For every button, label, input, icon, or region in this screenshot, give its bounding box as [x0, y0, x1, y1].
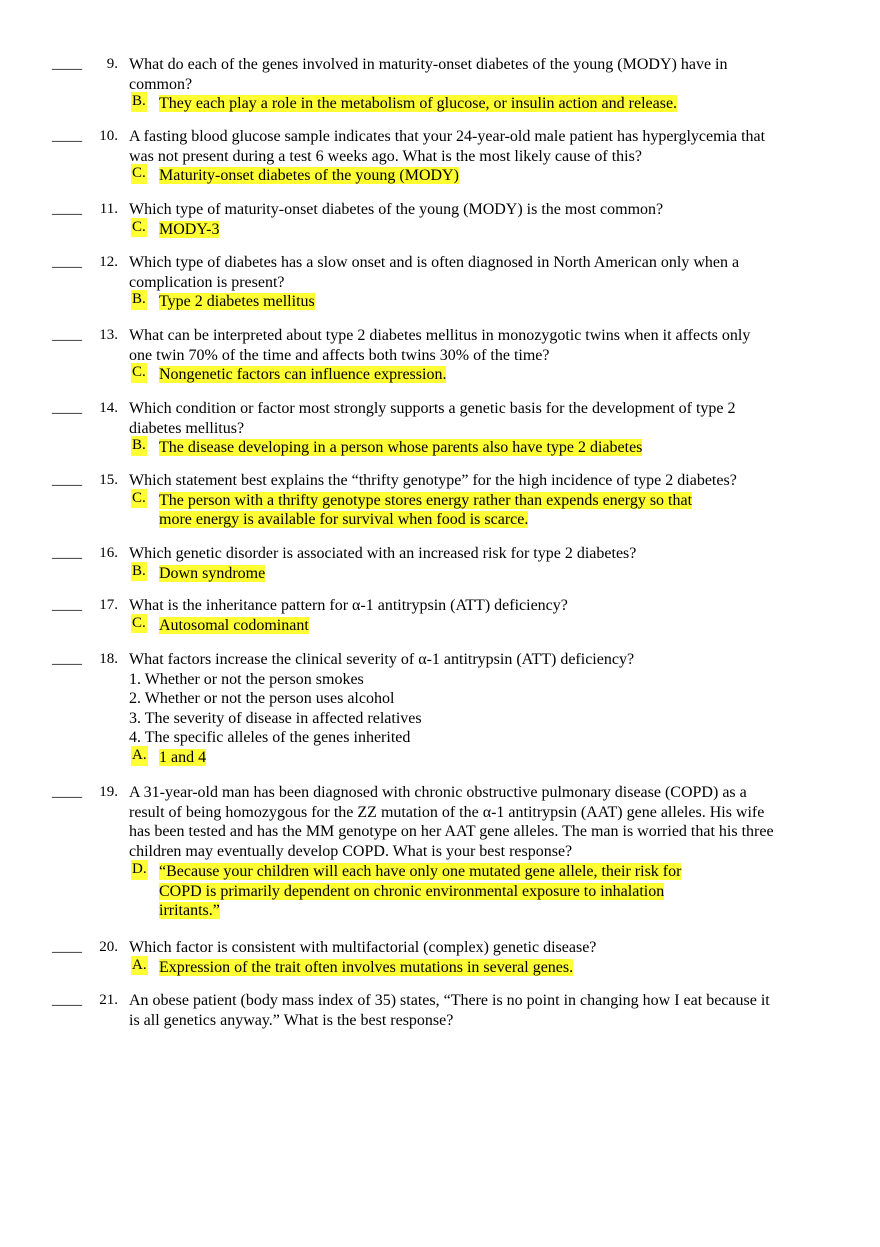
answer-letter: C.	[131, 614, 147, 634]
answer-letter: C.	[131, 218, 147, 238]
answer-text: They each play a role in the metabolism of glucose, or insulin action and release.	[159, 95, 678, 112]
answer-text: Type 2 diabetes mellitus	[159, 293, 315, 310]
question-number: 12.	[99, 254, 118, 270]
answer-letter: B.	[131, 562, 147, 582]
answer-letter: B.	[131, 290, 147, 310]
question-stem: An obese patient (body mass index of 35) states, “There is no point in changing how I eat because it is all genetics anyway.” What is the best response?	[129, 992, 770, 1029]
question-stem: Which factor is consistent with multifactorial (complex) genetic disease?	[129, 939, 597, 956]
answer-letter: C.	[131, 489, 147, 509]
answer-letter: A.	[131, 746, 148, 766]
question-stem: What is the inheritance pattern for α-1 antitrypsin (ATT) deficiency?	[129, 597, 568, 614]
question-stem: What factors increase the clinical severity of α-1 antitrypsin (ATT) deficiency? 1. Whether or not the person smokes 2. Whether or not the person uses alcohol 3. The severity of disease in affected relatives 4. The specific alleles of the genes inherited	[129, 651, 635, 746]
answer-blank: ____	[52, 128, 82, 144]
question-stem: Which condition or factor most strongly supports a genetic basis for the development of type 2 diabetes mellitus?	[129, 400, 736, 437]
answer-blank: ____	[52, 992, 82, 1008]
answer-text: Autosomal codominant	[159, 616, 309, 634]
answer-text: Expression of the trait often involves mutations in several genes.	[159, 958, 574, 976]
question-number: 9.	[106, 56, 118, 72]
question-number: 14.	[99, 400, 118, 416]
answer-text: COPD is primarily dependent on chronic environmental exposure to inhalation	[159, 882, 665, 900]
answer-text: Nongenetic factors can influence expression.	[159, 366, 447, 383]
answer-blank: ____	[52, 545, 82, 561]
answer-blank: ____	[52, 254, 82, 270]
answer-text: 1 and 4	[159, 749, 207, 766]
question-number: 11.	[99, 201, 118, 217]
question-number: 19.	[99, 784, 118, 800]
question-number: 17.	[99, 597, 118, 613]
answer-text: “Because your children will each have only one mutated gene allele, their risk for	[159, 863, 682, 880]
answer-blank: ____	[52, 784, 82, 800]
answer-letter: A.	[131, 956, 148, 976]
question-number: 21.	[99, 992, 118, 1008]
question-stem: What can be interpreted about type 2 diabetes mellitus in monozygotic twins when it affects only one twin 70% of the time and affects both twins 30% of the time?	[129, 327, 751, 364]
question-stem: A 31-year-old man has been diagnosed with chronic obstructive pulmonary disease (COPD) as a result of being homozygous for the ZZ mutation of the α-1 antitrypsin (AAT) gene alleles. His wife has been tested and has the MM genotype on her AAT gene alleles. The man is worried that his three children may eventually develop COPD. What is your best response?	[129, 784, 774, 860]
question-stem: Which type of maturity-onset diabetes of the young (MODY) is the most common?	[129, 201, 664, 218]
answer-text: Down syndrome	[159, 564, 266, 582]
question-stem: What do each of the genes involved in maturity-onset diabetes of the young (MODY) have in common?	[129, 56, 728, 93]
answer-blank: ____	[52, 472, 82, 488]
question-number: 20.	[99, 939, 118, 955]
question-number: 15.	[99, 472, 118, 488]
answer-letter: B.	[131, 436, 147, 456]
answer-letter: C.	[131, 363, 147, 383]
answer-blank: ____	[52, 597, 82, 613]
answer-blank: ____	[52, 201, 82, 217]
question-stem: A fasting blood glucose sample indicates that your 24-year-old male patient has hyperglycemia that was not present during a test 6 weeks ago. What is the most likely cause of this?	[129, 128, 766, 165]
answer-text: The person with a thrifty genotype stores energy rather than expends energy so that	[159, 491, 693, 509]
question-stem: Which genetic disorder is associated with an increased risk for type 2 diabetes?	[129, 545, 637, 562]
question-stem: Which statement best explains the “thrifty genotype” for the high incidence of type 2 diabetes?	[129, 472, 737, 489]
answer-blank: ____	[52, 651, 82, 667]
answer-blank: ____	[52, 56, 82, 72]
answer-text: MODY-3	[159, 220, 220, 238]
answer-letter: D.	[131, 860, 148, 880]
answer-blank: ____	[52, 939, 82, 955]
question-number: 10.	[99, 128, 118, 144]
answer-text: irritants.”	[159, 902, 220, 919]
answer-letter: C.	[131, 164, 147, 184]
answer-blank: ____	[52, 400, 82, 416]
question-number: 13.	[99, 327, 118, 343]
question-number: 16.	[99, 545, 118, 561]
answer-blank: ____	[52, 327, 82, 343]
question-stem: Which type of diabetes has a slow onset and is often diagnosed in North American only when a complication is present?	[129, 254, 740, 291]
question-number: 18.	[99, 651, 118, 667]
answer-text: The disease developing in a person whose parents also have type 2 diabetes	[159, 439, 643, 456]
answer-text: Maturity-onset diabetes of the young (MODY)	[159, 167, 459, 184]
answer-text: more energy is available for survival when food is scarce.	[159, 511, 529, 528]
answer-letter: B.	[131, 92, 147, 112]
